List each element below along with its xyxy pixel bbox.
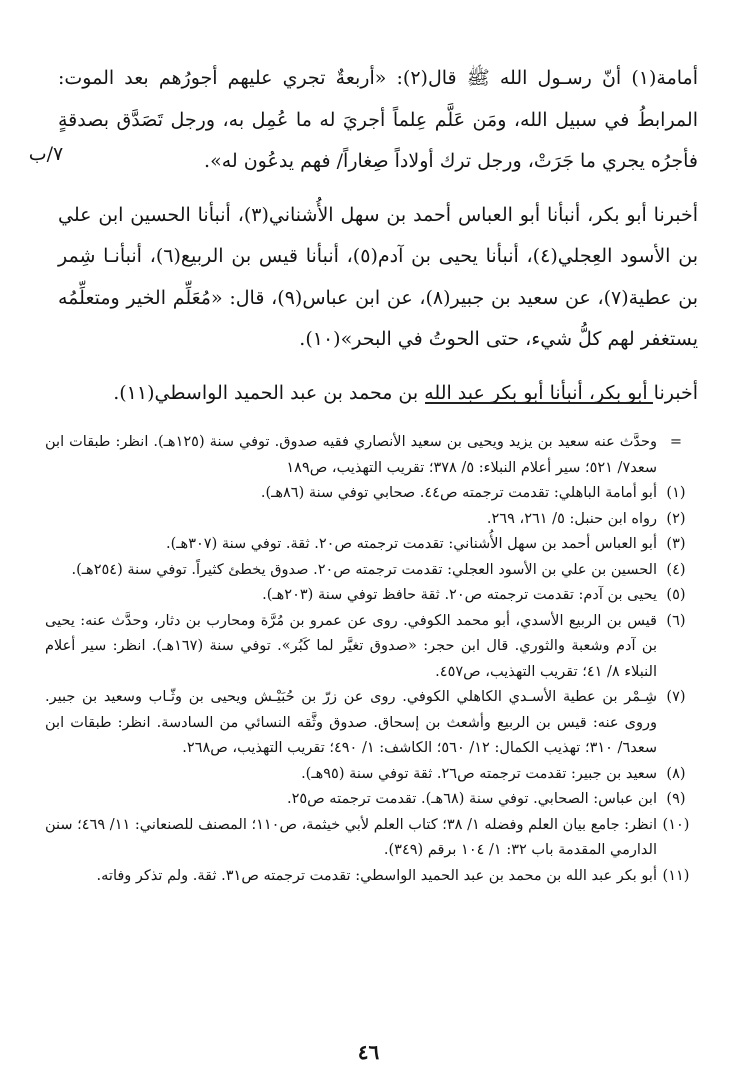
footnote-text: يحيى بن آدم: تقدمت ترجمته ص٢٠. ثقة حافظ توفي سنة (٢٠٣هـ). — [262, 587, 657, 603]
footnote-separator — [425, 402, 653, 404]
footnote-text: وحدَّث عنه سعيد بن يزيد ويحيى بن سعيد الأنصاري فقيه صدوق. توفي سنة (١٢٥هـ). انظر: طبقات ابن سعد٧/ ٥٢١؛ سير أعلام النبلاء: ٥/ ٣٧٨؛ تقريب التهذيب، ص١٨٩ — [45, 434, 657, 476]
main-text — [58, 58, 698, 414]
footnote-number: (٧) — [666, 689, 686, 705]
footnote-number: (٦) — [666, 612, 686, 629]
footnote-text: سعيد بن جبير: تقدمت ترجمته ص٢٦. ثقة توفي سنة (٩٥هـ). — [301, 765, 657, 782]
footnote — [45, 507, 695, 533]
footnote-text: قيس بن الربيع الأسدي، أبو محمد الكوفي. روى عن عمرو بن مُرَّة ومحارب بن دثار، وحدَّث عنه: يحيى بن آدم وشعبة والثوري. قال ابن حجر: «صدوق تغيَّر لما كَبُر». توفي سنة (١٦٧هـ). انظر: سير أعلام النبلاء ٨/ ٤١؛ تقريب التهذيب، ص٤٥٧. — [45, 612, 658, 680]
footnote-text: أبو بكر عبد الله بن محمد بن عبد الحميد الواسطي: تقدمت ترجمته ص٣١. ثقة. ولم تذكر وفاته. — [96, 867, 657, 884]
footnotes — [45, 430, 695, 889]
footnote — [45, 532, 695, 558]
footnote-number: (٣) — [666, 536, 686, 552]
footnote-text: أبو العباس أحمد بن سهل الأُشناني: تقدمت ترجمته ص٢٠. ثقة. توفي سنة (٣٠٧هـ). — [166, 536, 657, 552]
footnote — [45, 609, 695, 686]
footnote-text: انظر: جامع بيان العلم وفضله ١/ ٣٨؛ كتاب العلم لأبي خيثمة، ص١١٠؛ المصنف للصنعاني: ١١/ ٤٦٩؛ سنن الدارمي المقدمة باب ٣٢: ١/ ١٠٤ برقم (٣٤٩). — [45, 816, 658, 858]
footnote-number: (٨) — [666, 765, 686, 782]
footnote-text: رواه ابن حنبل: ٥/ ٢٦١، ٢٦٩. — [486, 510, 657, 527]
footnote-number: = — [669, 434, 683, 450]
footnote-number: (٥) — [666, 587, 686, 603]
footnote-text: أبو أمامة الباهلي: تقدمت ترجمته ص٤٤. صحابي توفي سنة (٨٦هـ). — [260, 485, 657, 501]
footnote-number: (١) — [666, 485, 686, 501]
footnote-number: (١٠) — [662, 816, 690, 833]
footnote — [45, 430, 695, 481]
page-number: ٤٦ — [357, 1040, 380, 1064]
footnote-text: ابن عباس: الصحابي. توفي سنة (٦٨هـ). تقدمت ترجمته ص٢٥. — [286, 791, 657, 807]
footnote-text: الحسين بن علي بن الأسود العجلي: تقدمت ترجمته ص٢٠. صدوق يخطئ كثيراً. توفي سنة (٢٥٤هـ). — [71, 561, 657, 578]
footnote-number: (٢) — [666, 510, 686, 527]
footnote — [45, 558, 695, 584]
margin-folio-note: ٧/ب — [28, 143, 64, 165]
footnote — [45, 787, 695, 813]
footnote — [45, 685, 695, 762]
footnote — [45, 481, 695, 507]
paragraph: أخبرنا أبو بكر، أنبأنا أبو بكر عبد الله بن محمد بن عبد الحميد الواسطي(١١). — [113, 381, 698, 404]
footnote-number: (١١) — [662, 867, 690, 884]
footnote-text: شِـمْر بن عطية الأسـدي الكاهلي الكوفي. روى عن زرّ بن حُبَيْـش ويحيى بن وثّـاب وسعيد بن جبير. وروى عنه: قيس بن الربيع وأشعث بن إسحاق. صدوق وثَّقه النسائي من السادسة. انظر: طبقات ابن سعد٦/ ٣١٠؛ تهذيب الكمال: ١٢/ ٥٦٠؛ الكاشف: ١/ ٤٩٠؛ تقريب التهذيب، ص٢٦٨. — [45, 689, 657, 756]
paragraph: أمامة(١) أنّ رسـول الله ﷺ قال(٢): «أربعةٌ تجري عليهم أجورُهم بعد الموت: المرابطُ في سبيل الله، ومَن عَلَّم عِلماً أجريَ له ما عُمِل به، ورجل تَصَدَّق بصدقةٍ فأجرُه يجري ما جَرَتْ، ورجل ترك أولاداً صِغاراً/ فهم يدعُون له». — [58, 67, 698, 172]
paragraph: أخبرنا أبو بكر، أنبأنا أبو العباس أحمد بن سهل الأُشناني(٣)، أنبأنا الحسين ابن علي بن الأسود العِجلي(٤)، أنبأنا يحيى بن آدم(٥)، أنبأنا قيس بن الربيع(٦)، أنبأنـا شِمر بن عطية(٧)، عن سعيد بن جبير(٨)، عن ابن عباس(٩)، قال: «مُعَلِّم الخير ومتعلِّمُه يستغفر لهم كلُّ شيء، حتى الحوتُ في البحر»(١٠). — [58, 203, 698, 350]
footnote-number: (٤) — [666, 561, 686, 578]
footnote — [45, 583, 695, 609]
footnote — [45, 813, 695, 864]
footnote — [45, 762, 695, 788]
footnote — [45, 864, 695, 890]
footnote-number: (٩) — [666, 791, 686, 807]
